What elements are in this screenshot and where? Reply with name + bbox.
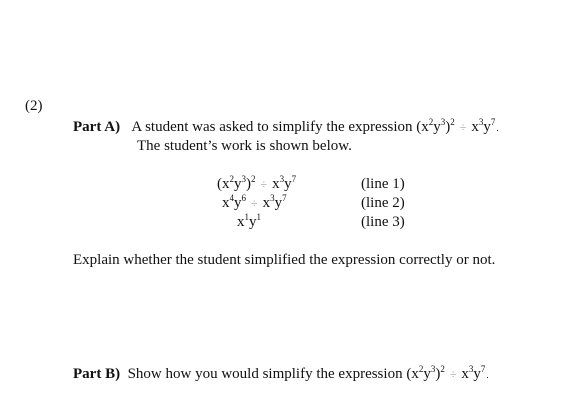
line-label-1: (line 1) <box>361 176 405 192</box>
part-a-prompt <box>73 119 499 136</box>
part-b-label: Part B) <box>73 366 121 382</box>
part-a-label: Part A) <box>73 119 121 135</box>
division-sign: ÷ <box>459 120 467 134</box>
work-line-3: $x^1y^1$ <box>237 212 261 230</box>
part-a-instruction: Explain whether the student simplified the expression correctly or not. <box>73 252 496 268</box>
expression-a: $(x^2y^3)^2 \div x^3y^7$. <box>416 117 499 135</box>
question-number: (2) <box>25 98 43 114</box>
division-sign: ÷ <box>449 367 457 381</box>
part-b-prompt <box>73 366 489 383</box>
part-a-prompt-text: A student was asked to simplify the expression <box>131 119 413 135</box>
expression-b: $(x^2y^3)^2 \div x^3y^7$. <box>406 364 489 382</box>
division-sign: ÷ <box>251 196 258 210</box>
work-line-1: $(x^2y^3)^2 \div x^3y^7$ <box>217 174 297 192</box>
division-sign: ÷ <box>260 177 268 191</box>
line-label-3: (line 3) <box>361 214 405 230</box>
work-intro: The student’s work is shown below. <box>137 138 352 154</box>
line-label-2: (line 2) <box>361 195 405 211</box>
work-line-2: $x^4y^6 \div x^3y^7$ <box>222 193 287 211</box>
part-b-prompt-text: Show how you would simplify the expression <box>127 366 403 382</box>
